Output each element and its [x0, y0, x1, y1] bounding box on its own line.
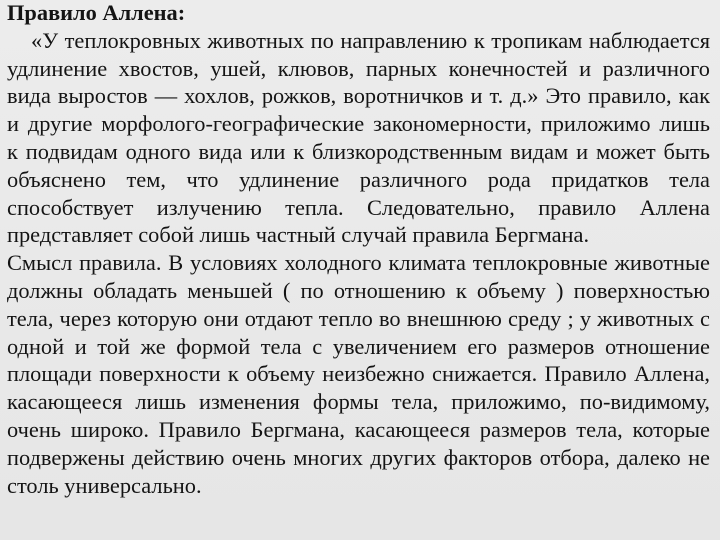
rule-meaning-paragraph: Смысл правила. В условиях холодного климата теплокровные животные должны обладать меньшей ( по отношению к объему ) поверхностью тела, через которую они отдают тепло во внешнюю среду ; у животных с одной и той же формой тела с увеличением его размеров отношение площади поверхности к объему неизбежно снижается. Правило Аллена, касающееся лишь изменения формы тела, приложимо, по-видимому, очень широко. Правило Бергмана, касающееся размеров тела, которые подвержены действию очень многих других факторов отбора, далеко не столь универсально. [7, 250, 710, 498]
text-body [7, 0, 710, 499]
rule-quote-paragraph: «У теплокровных животных по направлению к тропикам наблюдается удлинение хвостов, ушей, клювов, парных конечностей и различного вида выростов — хохлов, рожков, воротничков и т. д.» Это правило, как и другие морфолого-географические закономерности, приложимо лишь к подвидам одного вида или к близкородственным видам и может быть объяснено тем, что удлинение различного рода придатков тела способствует излучению тепла. Следовательно, правило Аллена представляет собой лишь частный случай правила Бергмана. [7, 27, 710, 248]
rule-title: Правило Аллена: [7, 0, 186, 25]
